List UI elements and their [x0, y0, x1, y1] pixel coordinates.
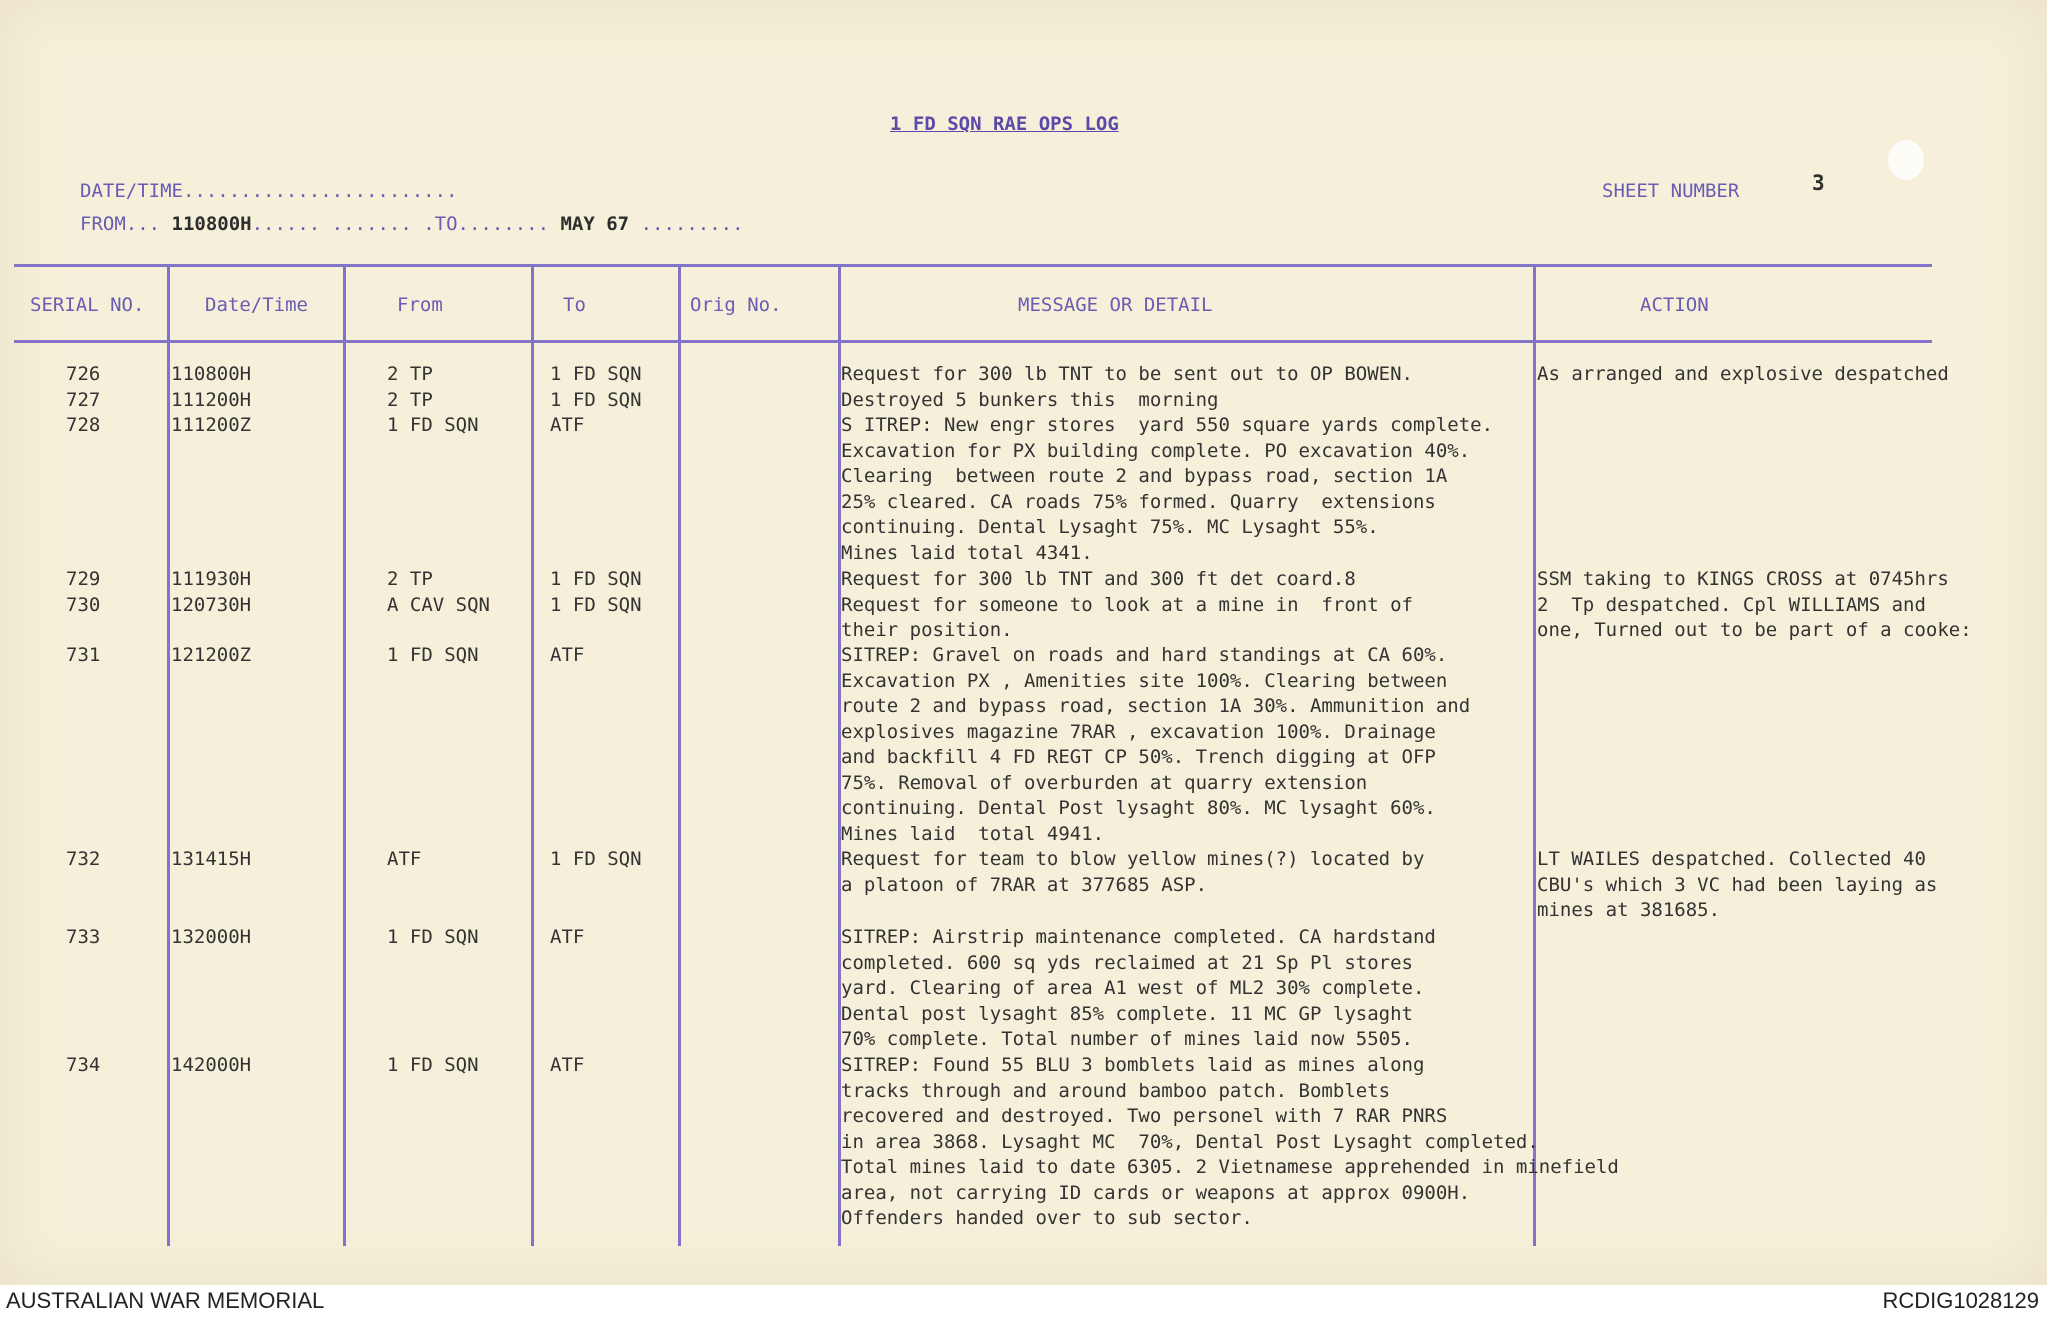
cell-message [841, 1053, 1619, 1232]
text-line: 120730H [171, 593, 252, 616]
text-line: 2 TP [387, 388, 433, 411]
header-orig-no: Orig No. [690, 294, 782, 316]
to-label: TO [434, 213, 458, 235]
text-line: Destroyed 5 bunkers this morning [841, 388, 1219, 411]
column-rule [678, 264, 681, 1246]
cell-from [387, 847, 421, 873]
text-line: 121200Z [171, 644, 252, 666]
cell-message [841, 925, 1436, 1053]
column-rule [343, 264, 346, 1246]
text-line: 1 FD SQN [387, 414, 479, 436]
cell-message [841, 362, 1493, 566]
header-date-time: Date/Time [205, 294, 308, 316]
text-line: 25% cleared. CA roads 75% formed. Quarry extensions [841, 490, 1436, 513]
header-from: From [397, 294, 443, 316]
cell-from [387, 362, 479, 439]
text-line: continuing. Dental Post lysaght 80%. MC lysaght 60%. [841, 797, 1436, 819]
text-line: explosives magazine 7RAR , excavation 100%. Drainage [841, 720, 1436, 743]
text-line: Mines laid total 4341. [841, 541, 1093, 564]
table-top-rule [14, 264, 1932, 267]
cell-message [841, 567, 1413, 644]
text-line: ATF [550, 644, 585, 666]
cell-serial [66, 925, 100, 951]
text-line: ATF [550, 926, 585, 948]
text-line: continuing. Dental Lysaght 75%. MC Lysaght 55%. [841, 516, 1379, 538]
cell-from [387, 925, 479, 951]
cell-to [550, 847, 642, 873]
cell-date-time [171, 362, 251, 439]
text-line: CBU's which 3 VC had been laying as [1537, 873, 1938, 896]
cell-serial [66, 567, 100, 618]
cell-to [550, 643, 584, 669]
footer-record-id: RCDIG1028129 [1882, 1288, 2039, 1313]
text-line: Mines laid total 4941. [841, 822, 1105, 845]
cell-message [841, 643, 1470, 847]
header-action: ACTION [1640, 294, 1709, 316]
text-line: Request for someone to look at a mine in front of [841, 593, 1413, 616]
text-line: Request for 300 lb TNT to be sent out to OP BOWEN. [841, 363, 1413, 385]
text-line: 728 [66, 414, 101, 436]
text-line: Offenders handed over to sub sector. [841, 1207, 1253, 1229]
text-line: ATF [550, 1054, 585, 1076]
header-serial: SERIAL NO. [30, 294, 145, 316]
text-line: 732 [66, 848, 101, 870]
text-line: Excavation PX , Amenities site 100%. Clearing between [841, 669, 1448, 692]
cell-serial [66, 643, 100, 669]
text-line: 2 TP [387, 363, 433, 385]
text-line: area, not carrying ID cards or weapons at approx 0900H. [841, 1181, 1471, 1204]
text-line: 726 [66, 363, 101, 385]
from-to-field: FROM... 110800H...... ....... .TO........ MAY 67 ......... [80, 213, 744, 235]
date-time-field: DATE/TIME........................ [80, 180, 458, 202]
cell-action [1537, 362, 1949, 388]
cell-from [387, 1053, 479, 1079]
text-line: Request for team to blow yellow mines(?) located by [841, 848, 1425, 870]
text-line: 1 FD SQN [387, 926, 479, 948]
from-label: FROM [80, 213, 126, 235]
text-line: a platoon of 7RAR at 377685 ASP. [841, 873, 1208, 896]
cell-serial [66, 362, 100, 439]
text-line: 1 FD SQN [387, 644, 479, 666]
cell-serial [66, 847, 100, 873]
text-line: 110800H [171, 363, 252, 385]
cell-to [550, 1053, 584, 1079]
text-line: LT WAILES despatched. Collected 40 [1537, 848, 1926, 870]
text-line: S ITREP: New engr stores yard 550 square yards complete. [841, 414, 1494, 436]
text-line: 2 TP [387, 568, 433, 590]
cell-to [550, 925, 584, 951]
text-line: 111200Z [171, 414, 252, 436]
text-line: SSM taking to KINGS CROSS at 0745hrs [1537, 568, 1949, 590]
cell-message [841, 847, 1424, 898]
text-line: route 2 and bypass road, section 1A 30%. Ammunition and [841, 695, 1471, 717]
punch-hole [1888, 140, 1924, 180]
cell-date-time [171, 567, 251, 618]
text-line: SITREP: Airstrip maintenance completed. CA hardstand [841, 926, 1436, 948]
text-line: ATF [387, 848, 422, 870]
header-to: To [563, 294, 586, 316]
text-line: 731 [66, 644, 101, 666]
text-line: Total mines laid to date 6305. 2 Vietnamese apprehended in minefield [841, 1156, 1619, 1178]
text-line: 1 FD SQN [550, 593, 642, 616]
cell-action [1537, 847, 1937, 924]
text-line: 729 [66, 568, 101, 590]
column-rule [167, 264, 170, 1246]
text-line: completed. 600 sq yds reclaimed at 21 Sp Pl stores [841, 951, 1413, 974]
text-line: Excavation for PX building complete. PO excavation 40%. [841, 439, 1471, 462]
text-line: mines at 381685. [1537, 899, 1721, 921]
text-line: tracks through and around bamboo patch. Bomblets [841, 1079, 1391, 1102]
text-line: recovered and destroyed. Two personel with 7 RAR PNRS [841, 1105, 1448, 1127]
cell-to [550, 362, 642, 439]
text-line: ATF [550, 414, 585, 436]
text-line: one, Turned out to be part of a cooke: [1537, 619, 1972, 641]
cell-from [387, 643, 479, 669]
date-time-label: DATE/TIME [80, 180, 183, 202]
text-line: 75%. Removal of overburden at quarry extension [841, 771, 1368, 794]
text-line: Clearing between route 2 and bypass road, section 1A [841, 465, 1448, 487]
text-line: 733 [66, 926, 101, 948]
text-line: SITREP: Found 55 BLU 3 bomblets laid as mines along [841, 1054, 1425, 1076]
text-line: 730 [66, 593, 101, 616]
sheet-number-label: SHEET NUMBER [1602, 180, 1740, 202]
column-rule [531, 264, 534, 1246]
footer-archive-name: AUSTRALIAN WAR MEMORIAL [6, 1288, 325, 1313]
text-line: A CAV SQN [387, 593, 490, 616]
text-line: Request for 300 lb TNT and 300 ft det coard.8 [841, 568, 1356, 590]
cell-to [550, 567, 642, 618]
text-line: 1 FD SQN [550, 388, 642, 411]
from-value: 110800H [171, 213, 252, 235]
header-message: MESSAGE OR DETAIL [1018, 294, 1213, 316]
text-line: 1 FD SQN [550, 848, 642, 870]
text-line: 70% complete. Total number of mines laid now 5505. [841, 1028, 1413, 1050]
text-line: 727 [66, 388, 101, 411]
cell-date-time [171, 925, 251, 951]
text-line: in area 3868. Lysaght MC 70%, Dental Post Lysaght completed. [841, 1130, 1539, 1153]
text-line: Dental post lysaght 85% complete. 11 MC GP lysaght [841, 1002, 1413, 1025]
cell-serial [66, 1053, 100, 1079]
text-line: yard. Clearing of area A1 west of ML2 30% complete. [841, 977, 1425, 999]
text-line: 132000H [171, 926, 252, 948]
text-line: 111930H [171, 568, 252, 590]
text-line: As arranged and explosive despatched [1537, 363, 1949, 385]
text-line: SITREP: Gravel on roads and hard standings at CA 60%. [841, 644, 1448, 666]
cell-from [387, 567, 490, 618]
document-title: 1 FD SQN RAE OPS LOG [890, 113, 1119, 135]
text-line: 1 FD SQN [550, 568, 642, 590]
cell-date-time [171, 847, 251, 873]
text-line: 1 FD SQN [550, 363, 642, 385]
cell-date-time [171, 1053, 251, 1079]
text-line: their position. [841, 619, 1013, 641]
text-line: 142000H [171, 1054, 252, 1076]
text-line: and backfill 4 FD REGT CP 50%. Trench digging at OFP [841, 746, 1436, 768]
table-header-rule [14, 340, 1932, 343]
to-value: MAY 67 [560, 213, 630, 235]
sheet-number-value: 3 [1812, 171, 1825, 195]
cell-date-time [171, 643, 251, 669]
text-line: 2 Tp despatched. Cpl WILLIAMS and [1537, 593, 1926, 616]
text-line: 1 FD SQN [387, 1054, 479, 1076]
text-line: 111200H [171, 388, 252, 411]
text-line: 734 [66, 1054, 101, 1076]
cell-action [1537, 567, 1972, 644]
text-line: 131415H [171, 848, 252, 870]
